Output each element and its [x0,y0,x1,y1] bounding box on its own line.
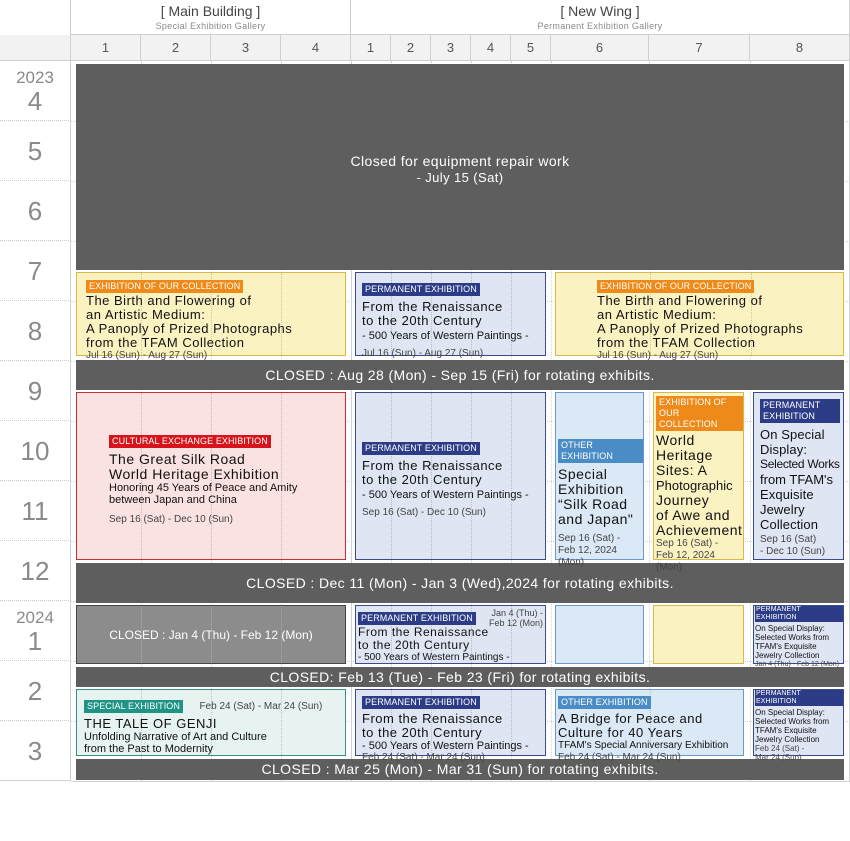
exhibit-subtitle: TFAM's Special Anniversary Exhibition [558,740,729,751]
exhibit-title: From the Renaissance [362,458,503,473]
jewelry-collection-autumn[interactable] [753,392,844,560]
exhibit-tag: PERMANENT EXHIBITION [362,696,480,709]
exhibit-title: to the 20th Century [362,313,483,328]
exhibit-title: Sites: A [656,462,708,478]
exhibit-tag: PERMANENT EXHIBITION [362,442,480,455]
exhibit-title: Jewelry [760,502,805,517]
exhibit-title: to the 20th Century [358,638,470,652]
exhibit-tag: PERMANENT EXHIBITION [358,612,476,625]
header-corner-cols [0,35,71,61]
exhibit-tag: EXHIBITION OF [656,396,743,408]
exhibit-title: World [656,432,695,448]
closed-repair-block [76,64,844,270]
jewelry-collection-winter[interactable] [753,605,844,668]
exhibit-title: On Special [760,427,825,442]
exhibit-subtitle: - 500 Years of Western Paintings - [362,740,529,752]
card-content [558,439,643,569]
silk-road-world-heritage[interactable] [76,392,346,560]
month-row-3 [0,721,71,781]
exhibit-tag: PERMANENT EXHIBITION [755,606,843,622]
collection-photographs-wing[interactable] [555,272,844,361]
exhibit-date: Jan 4 (Thu) - Feb 12 (Mon) [755,661,840,668]
wing-col-2: 2 [391,35,431,61]
exhibit-title: Jewelry Collection [755,651,820,660]
closed-feb-bar: CLOSED: Feb 13 (Tue) - Feb 23 (Fri) for rotating exhibits. [76,667,844,687]
exhibit-title: TFAM's Exquisite [755,642,817,651]
exhibit-title: of Awe and [656,507,731,523]
exhibit-title: Selected Works [760,457,840,471]
card-content [597,276,803,362]
month-row-9 [0,361,71,421]
permanent-renaissance-autumn[interactable] [355,392,546,560]
new-wing-title: [ New Wing ] [560,3,640,19]
exhibit-date: Feb 24 (Sat) - Mar 24 (Sun) [558,752,681,763]
exhibit-title: The Birth and Flowering of [597,293,763,308]
month-row-1 [0,601,71,661]
wing-col-7: 7 [649,35,750,61]
exhibit-tag: OTHER EXHIBITION [558,696,651,709]
wing-col-5: 5 [511,35,551,61]
exhibit-title: World Heritage Exhibition [109,466,280,482]
exhibit-tag: OTHER EXHIBITION [558,439,643,463]
exhibit-date: Jul 16 (Sun) - Aug 27 (Sun) [86,350,208,361]
permanent-renaissance-spring[interactable] [355,689,546,763]
closed-sep-bar: CLOSED : Aug 28 (Mon) - Sep 15 (Fri) for rotating exhibits. [76,360,844,390]
main-col-2: 2 [141,35,211,61]
closed-mar-bar: CLOSED : Mar 25 (Mon) - Mar 31 (Sun) for rotating exhibits. [76,759,844,780]
wing-col-3: 3 [431,35,471,61]
exhibit-date: Feb 12 (Mon) [488,618,543,628]
exhibit-date: Feb 24 (Sat) - Mar 24 (Sun) [199,701,323,712]
exhibit-tag: SPECIAL EXHIBITION [84,700,183,713]
permanent-renaissance-summer[interactable] [355,272,546,359]
exhibit-subtitle: from the Past to Modernity [84,743,213,755]
new-wing-subtitle: Permanent Exhibition Gallery [537,21,663,31]
exhibit-title: A Panoply of Prized Photographs [597,321,804,336]
month-label: 10 [20,436,50,466]
exhibit-title: The Birth and Flowering of [86,293,252,308]
exhibit-date: Feb 12, 2024 [558,545,617,556]
month-label: 11 [21,496,49,526]
exhibit-title: “Silk Road [558,496,628,512]
month-row-8 [0,301,71,361]
exhibit-title: On Special Display: [755,708,825,717]
card-content [362,279,529,360]
main-building-header [71,0,351,35]
month-row-12 [0,541,71,601]
month-label: 3 [27,736,43,766]
exhibit-title: THE TALE OF GENJI [84,716,217,731]
collection-photographs-main[interactable] [76,272,346,361]
exhibit-title: From the Renaissance [362,711,503,726]
exhibit-date: (Mon) [558,557,585,568]
exhibit-title: Photographic [656,478,733,493]
closed-main-jan [76,605,346,664]
card-content [362,692,529,764]
exhibit-tag: OUR COLLECTION [656,408,743,431]
exhibit-title: From the Renaissance [358,625,489,639]
wing-col-4: 4 [471,35,511,61]
exhibit-date: Jul 16 (Sun) - Aug 27 (Sun) [362,348,484,359]
month-label: 6 [27,196,43,226]
exhibit-subtitle: between Japan and China [109,494,237,506]
new-wing-header [351,0,850,35]
exhibit-title: Exhibition [558,481,624,497]
month-label: 8 [27,316,43,346]
wing-col-1: 1 [351,35,391,61]
exhibit-date: Sep 16 (Sat) - Dec 10 (Sun) [109,514,233,525]
exhibit-date: Feb 24 (Sat) - [755,744,805,753]
world-heritage-sites[interactable] [653,392,744,573]
exhibit-date: Jan 4 (Thu) - [491,608,543,618]
month-row-10 [0,421,71,481]
exhibit-date: Sep 16 (Sat) [760,534,817,545]
month-label: 4 [27,86,43,116]
exhibit-date: Feb 24 (Sat) - Mar 24 (Sun) [362,752,485,763]
main-col-4: 4 [281,35,351,61]
exhibit-title: an Artistic Medium: [86,307,206,322]
closed-main-jan-label: CLOSED : Jan 4 (Thu) - Feb 12 (Mon) [109,628,313,642]
exhibit-tag: PERMANENT [760,399,840,411]
exhibit-title: On Special Display: [755,624,825,633]
world-heritage-sites-continued[interactable] [653,605,744,664]
exhibit-title: from the TFAM Collection [86,335,245,350]
main-col-3: 3 [211,35,281,61]
month-row-7 [0,241,71,301]
month-row-11 [0,481,71,541]
exhibit-date-box [489,608,543,628]
exhibit-date: (Mon) [656,562,683,573]
exhibit-title: Journey [656,492,710,508]
card-content [755,606,843,669]
exhibit-tag: EXHIBITION [760,411,840,423]
exhibit-tag: EXHIBITION OF OUR COLLECTION [597,280,754,293]
wing-col-6: 6 [551,35,649,61]
closed-repair-line1: Closed for equipment repair work [350,153,570,169]
card-content [558,692,728,764]
main-building-title: [ Main Building ] [160,3,261,19]
bridge-for-peace[interactable] [555,689,744,763]
wing-col-8: 8 [750,35,850,61]
exhibit-title: Exquisite [760,487,814,502]
exhibit-title: Heritage [656,447,713,463]
main-building-subtitle: Special Exhibition Gallery [155,21,266,31]
exhibit-title: Selected Works from [755,633,830,642]
exhibit-subtitle: - 500 Years of Western Paintings - [362,489,529,501]
year-label-2023: 2023 [16,68,54,87]
card-content [755,690,843,762]
exhibit-date: Feb 12, 2024 [656,550,715,561]
grid-line [71,781,850,782]
exhibit-date: Sep 16 (Sat) - [558,533,621,544]
year-label-2024: 2024 [16,608,54,627]
exhibit-title: Achievement [656,522,743,538]
exhibit-date: Mar 24 (Sun) [755,753,802,762]
exhibit-title: Culture for 40 Years [558,725,683,740]
exhibit-title: A Panoply of Prized Photographs [86,321,293,336]
jewelry-collection-spring[interactable] [753,689,844,762]
card-content [362,438,529,519]
exhibit-title: and Japan" [558,511,634,527]
exhibit-date: Jul 16 (Sun) - Aug 27 (Sun) [597,350,719,361]
month-row-5 [0,121,71,181]
exhibit-title: A Bridge for Peace and [558,711,703,726]
exhibit-subtitle: Unfolding Narrative of Art and Culture [84,731,267,743]
exhibit-tag: CULTURAL EXCHANGE EXHIBITION [109,435,271,448]
exhibit-title: an Artistic Medium: [597,307,717,322]
exhibit-tag: PERMANENT EXHIBITION [362,283,480,296]
exhibit-title: to the 20th Century [362,725,483,740]
exhibit-tag: EXHIBITION OF OUR COLLECTION [86,280,243,293]
exhibit-title: From the Renaissance [362,299,503,314]
silk-road-and-japan[interactable] [555,392,644,568]
permanent-renaissance-winter[interactable] [355,605,546,664]
month-row-2 [0,661,71,721]
closed-repair-line2: - July 15 (Sat) [416,170,504,185]
exhibit-title: to the 20th Century [362,472,483,487]
closed-dec-bar: CLOSED : Dec 11 (Mon) - Jan 3 (Wed),2024 for rotating exhibits. [76,563,844,603]
exhibit-title: from the TFAM Collection [597,335,756,350]
month-row-6 [0,181,71,241]
month-label: 1 [27,626,43,656]
month-row-4 [0,61,71,121]
exhibit-title: Special [558,466,608,482]
card-content [84,696,322,755]
month-label: 5 [27,136,43,166]
card-content [656,396,743,574]
exhibit-title: Jewelry Collection [755,735,820,744]
exhibit-title: TFAM's Exquisite [755,726,817,735]
exhibit-title: Selected Works from [755,717,830,726]
month-label: 7 [27,256,43,286]
card-content [760,399,840,558]
exhibit-date: - Dec 10 (Sun) [760,546,826,557]
exhibit-title: The Great Silk Road [109,451,246,467]
tale-of-genji[interactable] [76,689,346,756]
card-content [109,431,297,526]
exhibit-tag: PERMANENT EXHIBITION [755,690,843,706]
month-label: 2 [27,676,43,706]
month-label: 9 [27,376,43,406]
exhibit-title: from TFAM's [760,472,834,487]
silk-road-and-japan-continued[interactable] [555,605,644,664]
exhibit-date: Sep 16 (Sat) - Dec 10 (Sun) [362,507,486,518]
exhibit-date: Sep 16 (Sat) - [656,538,719,549]
exhibit-subtitle: Honoring 45 Years of Peace and Amity [109,482,298,494]
exhibit-title: Display: [760,442,808,457]
card-content [358,608,510,664]
card-content [86,276,292,362]
main-col-1: 1 [71,35,141,61]
exhibit-title: Collection [760,517,819,532]
month-label: 12 [20,556,50,586]
exhibit-subtitle: - 500 Years of Western Paintings - [362,330,529,342]
exhibit-subtitle: - 500 Years of Western Paintings - [358,652,510,663]
